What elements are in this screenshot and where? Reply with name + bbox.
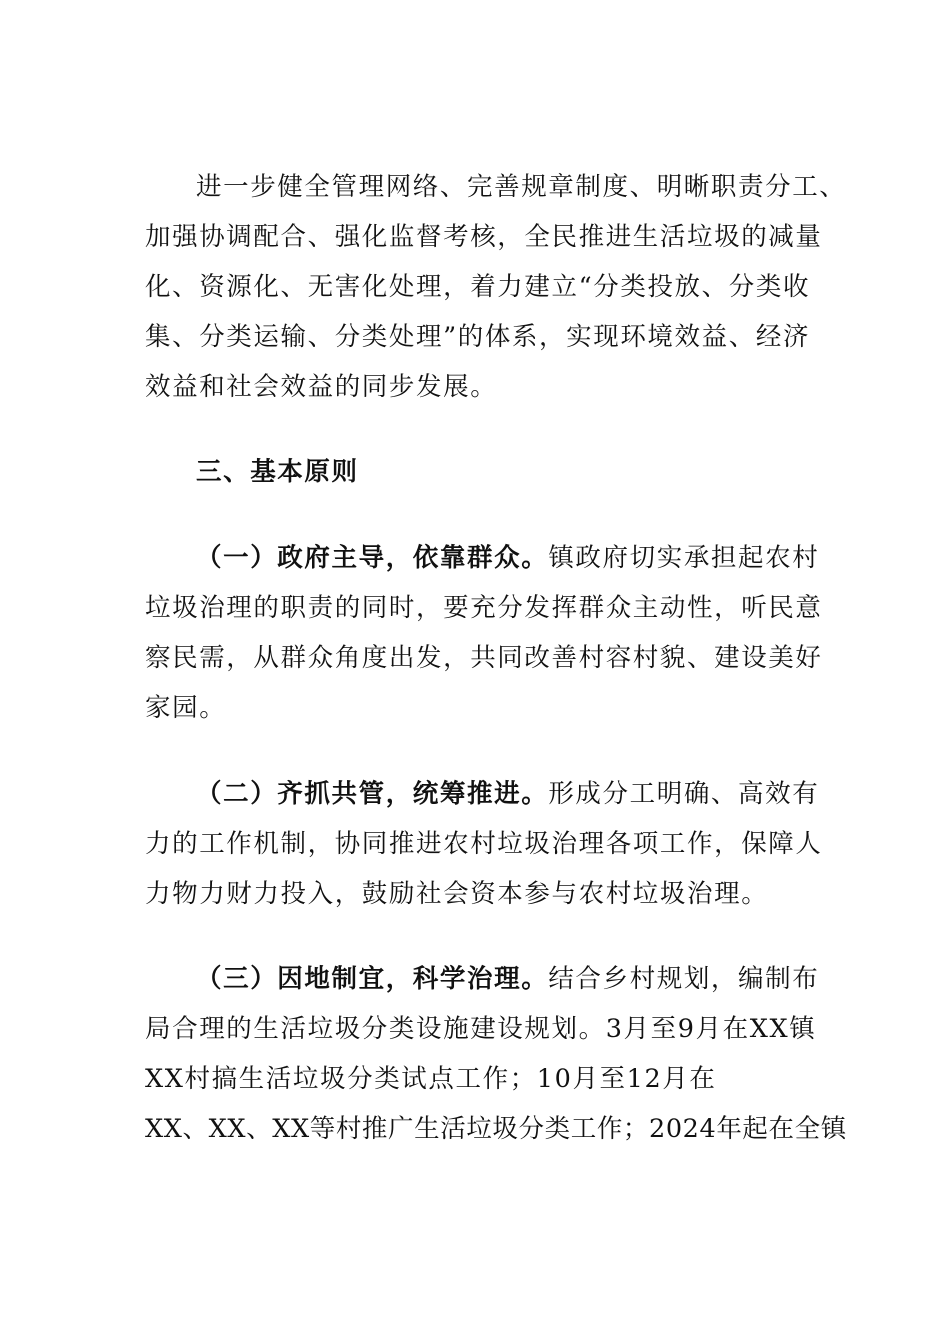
principle-3-first-line-text: 结合乡村规划，编制布 [548,964,820,994]
principle-1-line-4: 家园。 [145,693,227,723]
principle-2-line-2: 力的工作机制，协同推进农村垃圾治理各项工作，保障人 [145,829,823,859]
intro-line-2: 加强协调配合、强化监督考核，全民推进生活垃圾的减量 [145,222,823,252]
principle-3-line-2: 局合理的生活垃圾分类设施建设规划。3月至9月在XX镇 [145,1014,817,1044]
principle-2-first-line-text: 形成分工明确、高效有 [548,779,820,809]
principle-1-title: （一）政府主导，依靠群众。 [196,543,549,573]
principle-3-line-4: XX、XX、XX等村推广生活垃圾分类工作；2024年起在全镇 [145,1114,847,1144]
section-heading: 三、基本原则 [196,457,359,487]
principle-1-first-line [196,543,819,573]
intro-line-4: 集、分类运输、分类处理”的体系，实现环境效益、经济 [145,322,811,352]
principle-2-title: （二）齐抓共管，统筹推进。 [196,779,549,809]
intro-line-1: 进一步健全管理网络、完善规章制度、明晰职责分工、 [196,172,847,202]
intro-line-5: 效益和社会效益的同步发展。 [145,372,498,402]
principle-1-line-3: 察民需，从群众角度出发，共同改善村容村貌、建设美好 [145,643,823,673]
principle-1-first-line-text: 镇政府切实承担起农村 [548,543,820,573]
principle-1-line-2: 垃圾治理的职责的同时，要充分发挥群众主动性，听民意 [145,593,823,623]
principle-3-title: （三）因地制宜，科学治理。 [196,964,549,994]
principle-3-first-line [196,964,819,994]
intro-line-3: 化、资源化、无害化处理，着力建立“分类投放、分类收 [145,272,811,302]
principle-2-line-3: 力物力财力投入，鼓励社会资本参与农村垃圾治理。 [145,879,769,909]
principle-3-line-3: XX村搞生活垃圾分类试点工作；10月至12月在 [145,1064,717,1094]
principle-2-first-line [196,779,819,809]
